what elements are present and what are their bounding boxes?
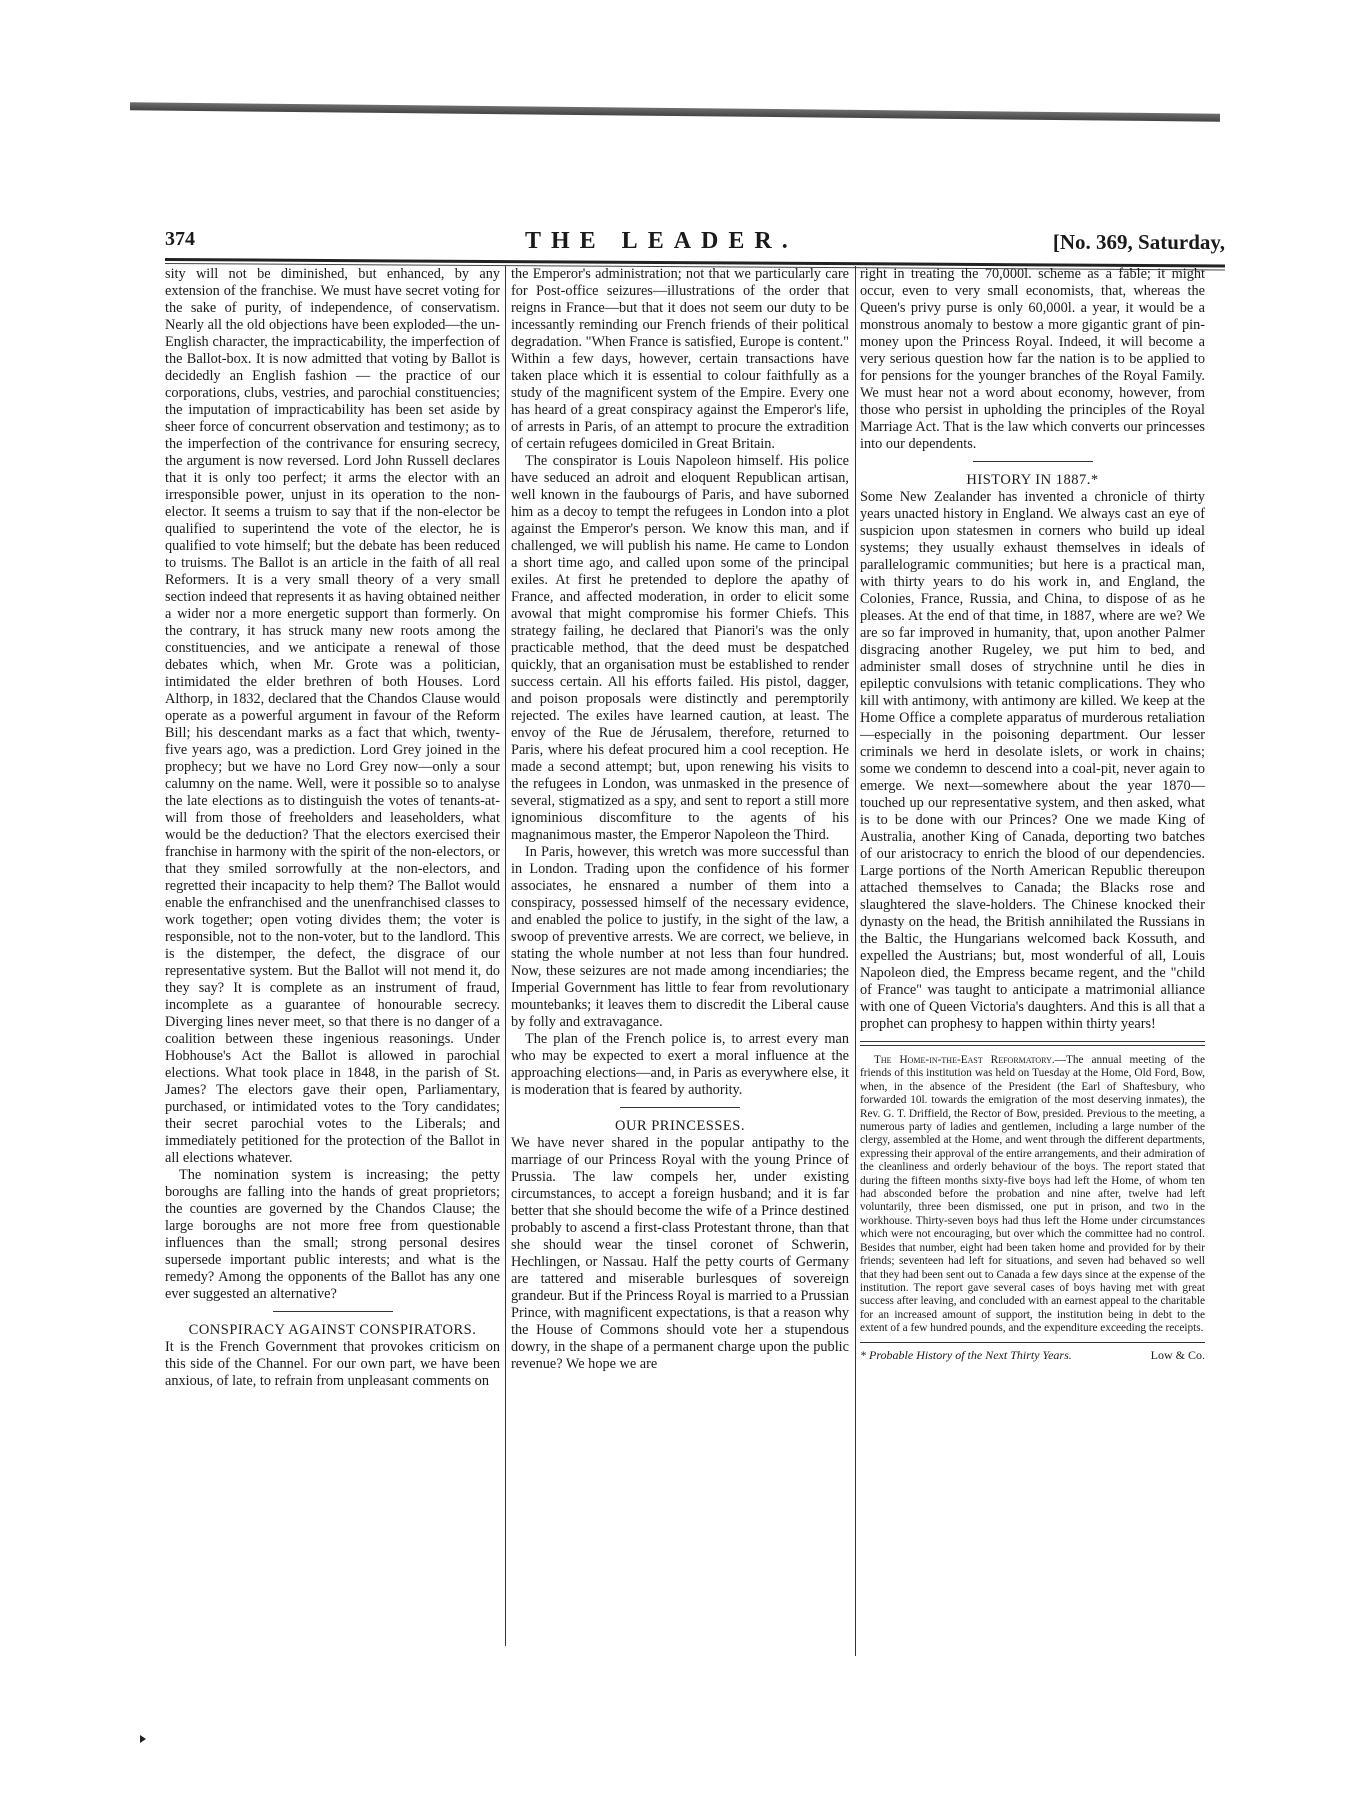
article-paragraph: The nomination system is increasing; the petty boroughs are falling into the hands of great proprietors; the counties are governed by the Chandos Clause; the large boroughs are not more free from questionable influences than the small; strong personal desires supersede important public interests; and what is the remedy? Among the opponents of the Ballot has any one ever suggested an alternative? [165, 1167, 500, 1302]
article-paragraph: It is the French Government that provokes criticism on this side of the Channel. For our own part, we have been anxious, of late, to refrain from unpleasant comments on [165, 1339, 500, 1389]
column-divider [855, 266, 856, 1656]
article-headline: CONSPIRACY AGAINST CONSPIRATORS. [188, 1322, 477, 1338]
article-paragraph: sity will not be diminished, but enhanced, by any extension of the franchise. We must have secret voting for the sake of purity, of independence, of conservatism. Nearly all the old objections have been exploded—the un-English character, the impracticability, the imperfection of the Ballot-box. It is now admitted that voting by Ballot is decidedly an English fashion — the practice of our corporations, clubs, vestries, and parochial constituencies; the imputation of impracticability has been set aside by sheer force of concurrent observation and testimony; as to the imperfection of the contrivance for ensuring secrecy, the argument is now reversed. Lord John Russell declares that it is only too perfect; it arms the elector with an irresponsible power, unjust in its operation to the non-elector. It seems a truism to say that if the non-elector be qualified to superintend the vote of the elector, he is qualified to vote himself; but the debate has been reduced to truisms. The Ballot is an article in the faith of all real Reformers. It is a very small theory of a very small section indeed that represents it as having obtained neither a wider nor a more energetic support than formerly. On the contrary, it has struck many new roots among the constituencies, and we anticipate a renewal of those debates which, when Mr. Grote was a politician, intimidated the elder brethren of both Houses. Lord Althorp, in 1832, declared that the Chandos Clause would operate as a powerful argument in favour of the Reform Bill; his descendant marks as a fact that which, twenty-five years ago, was a prediction. Lord Grey joined in the prophecy; but we have no Lord Grey now—only a sour calumny on the name. Well, were it possible so to analyse the late elections as to distinguish the votes of tenants-at-will from those of freeholders and leaseholders, what would be the deduction? That the electors exercised their franchise in harmony with the spirit of the non-electors, or that they smiled sorrowfully at the non-electors, and regretted their incapacity to help them? The Ballot would enable the enfranchised and the unenfranchised classes to work together; open voting divides them; the voter is responsible, not to the non-voter, but to the landlord. This is the distemper, the defect, the disgrace of our representative system. But the Ballot will not mend it, do they say? It is complete as an instrument of fraud, incomplete as a guarantee of honourable secrecy. Diverging lines never meet, so that there is no danger of a coalition between these ingenious reasonings. Under Hobhouse's Act the Ballot is allowed in parochial elections. What took place in 1848, in the parish of St. James? The electors gave their open, Parliamentary, purchased, or intimidated votes to the Tory candidates; their secret parochial votes to the Liberals; and immediately petitioned for the protection of the Ballot in all elections whatever. [165, 266, 500, 1166]
section-divider [973, 461, 1093, 462]
scan-mark [140, 1735, 146, 1743]
column-1 [165, 266, 500, 1390]
section-divider [620, 1107, 740, 1108]
article-headline: HISTORY IN 1887.* [966, 472, 1099, 488]
article-paragraph: the Emperor's administration; not that we particularly care for Post-office seizures—illustrations of the order that reigns in France—but that it does not seem our duty to be incessantly reminding our French friends of their political degradation. "When France is satisfied, Europe is content." Within a few days, however, certain transactions have taken place which it is essential to colour faithfully as a study of the magnificent system of the Empire. Every one has heard of a great conspiracy against the Emperor's life, of arrests in Paris, of an attempt to procure the extradition of certain refugees domiciled in Great Britain. [511, 266, 850, 452]
article-paragraph: In Paris, however, this wretch was more successful than in London. Trading upon the confidence of his former associates, he ensnared a number of them into a conspiracy, possessed himself of the necessary evidence, and enabled the police to justify, in the sight of the law, a swoop of preventive arrests. We are correct, we believe, in stating the whole number at not less than four hundred. Now, these seizures are not made among incendiaries; the Imperial Government has little to fear from revolutionary mountebanks; it leaves them to discredit the Liberal cause by folly and extravagance. [511, 844, 849, 1030]
column-divider [505, 266, 506, 1646]
page-number: 374 [165, 228, 195, 250]
footnote-title: * Probable History of the Next Thirty Years. [860, 1347, 1072, 1362]
footnote-publisher: Low & Co. [1150, 1347, 1205, 1362]
page-header [165, 228, 1225, 258]
issue-label: [No. 369, Saturday, [1052, 230, 1225, 254]
section-divider [273, 1311, 393, 1312]
article-paragraph: The plan of the French police is, to arrest every man who may be expected to exert a moral influence at the approaching elections—and, in Paris as everywhere else, it is moderation that is feared by authority. [511, 1031, 849, 1098]
news-title: The Home-in-the-East Reformatory. [874, 1054, 1055, 1066]
news-item [860, 1054, 1205, 1336]
news-body: —The annual meeting of the friends of this institution was held on Tuesday at the Home, Old Ford, Bow, when, in the absence of the President (the Earl of Shaftesbury, who forwarded 10l. towards the emigration of the most deserving inmates), the Rev. G. T. Driffield, the Rector of Bow, presided. Previous to the meeting, a numerous party of ladies and gentlemen, including a large number of the clergy, assembled at the Home, and went through the different departments, expressing their approval of the entire arrangements, and their admiration of the cleanliness and orderly behaviour of the boys. The report stated that during the fifteen months sixty-five boys had left the Home, of whom ten had absconded before the probation and nine after, twelve had left voluntarily, three been dismissed, one put in prison, and two in the workhouse. Thirty-seven boys had thus left the Home under circumstances which were not encouraging, but over which the committee had no control. Besides that number, eight had been taken home and provided for by their friends; seventeen had left for situations, and seven had behaved so well that they had been sent out to Canada a few days since at the expense of the institution. The report gave several cases of boys having met with great success after leaving, and concluded with an earnest appeal to the charitable for an increased amount of support, the institution being in debt to the extent of a few hundred pounds, and the expenditure exceeding the receipts. [860, 1054, 1205, 1335]
article-paragraph: We have never shared in the popular antipathy to the marriage of our Princess Royal with the young Prince of Prussia. The law compels her, under existing circumstances, to accept a foreign husband; and it is far better that she should become the wife of a Prince destined probably to ascend a first-class Protestant throne, than that she should wear the tinsel coronet of Schwerin, Hechlingen, or Nassau. Half the petty courts of Germany are tattered and miserable burlesques of sovereign grandeur. But if the Princess Royal is married to a Prussian Prince, with magnificent expectations, is that a reason why the House of Commons should vote her a stupendous dowry, in the shape of a permanent charge upon the public revenue? We hope we are [511, 1135, 849, 1372]
article-paragraph: The conspirator is Louis Napoleon himself. His police have seduced an adroit and eloquent Republican artisan, well known in the faubourgs of Paris, and have suborned him as a decoy to tempt the refugees in London into a plot against the Emperor's person. We know this man, and if challenged, we will publish his name. He came to London a short time ago, and called upon some of the principal exiles. At first he pretended to deplore the apathy of France, and affected moderation, in order to elicit some avowal that might compromise his former Chiefs. This strategy failing, he declared that Pianori's was the only practicable method, that the deed must be despatched quickly, that an organisation must be established to render success certain. All his efforts failed. His pistol, dagger, and poison proposals were distinctly and peremptorily rejected. The exiles have learned caution, at least. The envoy of the Rue de Jérusalem, therefore, returned to Paris, where his defeat procured him a cool reception. He made a second attempt; but, upon renewing his visits to the refugees in London, was unmasked in the presence of several, stigmatized as a spy, and sent to report a still more ignominious discomfiture to the agents of his magnanimous master, the Emperor Napoleon the Third. [511, 453, 849, 843]
footnote [860, 1342, 1205, 1364]
column-2 [511, 266, 849, 1373]
column-3 [860, 266, 1205, 1364]
masthead-title: THE LEADER. [525, 228, 798, 254]
news-rule [860, 1041, 1205, 1046]
top-scan-bar [130, 102, 1220, 121]
article-paragraph: Some New Zealander has invented a chronicle of thirty years unacted history in England. We always cast an eye of suspicion upon statesmen in corners who build up ideal systems; they usually exhaust themselves in ideals of parallelogramic communities; but here is a practical man, with thirty years to do his work in, and England, the Colonies, France, Russia, and China, to dispose of as he pleases. At the end of that time, in 1887, where are we? We are so far improved in humanity, that, upon another Palmer disgracing another Rugeley, we put him to bed, and administer small doses of strychnine until he dies in epileptic convulsions with tetanic complications. They who kill with antimony, with antimony are killed. We keep at the Home Office a complete apparatus of murderous retaliation—especially in the poisoning department. Our lesser criminals we herd in desolate islets, or work in chains; some we condemn to descend into a coal-pit, never again to emerge. We next—somewhere about the year 1870—touched up our representative system, and then asked, what is to be done with our Princes? One we made King of Australia, another King of Canada, deporting two batches of our aristocracy to enrich the blood of our dependencies. Large portions of the North American Republic thereupon attached themselves to Canada; the Blacks rose and slaughtered the slave-holders. The Chinese knocked their dynasty on the head, the British annihilated the Russians in the Baltic, the Hungarians welcomed back Kossuth, and expelled the Austrians; but, most wonderful of all, Louis Napoleon died, the Empress became regent, and the "child of France" was taught to anticipate a matrimonial alliance with one of Queen Victoria's daughters. And this is all that a prophet can prophesy to happen within thirty years! [860, 489, 1205, 1032]
article-headline: OUR PRINCESSES. [615, 1118, 745, 1134]
article-paragraph: right in treating the 70,000l. scheme as a fable; it might occur, even to very small economists, that, whereas the Queen's privy purse is only 60,000l. a year, it would be a monstrous anomaly to bestow a more gigantic grant of pin-money upon the Princess Royal. Indeed, it will become a very serious question how far the nation is to be applied to for pensions for the younger branches of the Royal Family. We must hear not a word about economy, however, from those who persist in upholding the principles of the Royal Marriage Act. That is the law which converts our princesses into our dependents. [860, 266, 1205, 452]
